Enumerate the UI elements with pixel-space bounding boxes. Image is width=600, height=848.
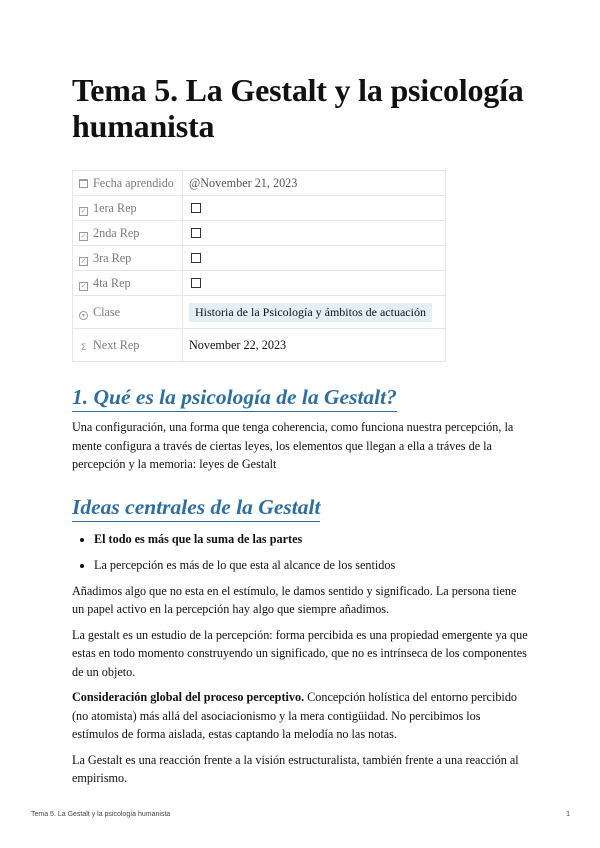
page-number: 1 xyxy=(566,811,570,818)
paragraph: Una configuración, una forma que tenga coherencia, como funciona nuestra percepción, la mente configura a través de ciertas leyes, los elementos que llegan a ella a tráves de la percepción y la memoria: leyes de Gestalt xyxy=(72,420,514,471)
date-value[interactable]: @November 21, 2023 xyxy=(183,171,446,196)
property-label: Clase xyxy=(93,304,121,319)
paragraph: La gestalt es un estudio de la percepción: forma percibida es una propiedad emergente ya que estas en todo momento construyendo un significado, que no es intrínseca de los componentes de un objeto. xyxy=(72,627,528,679)
property-label: Fecha aprendido xyxy=(93,175,174,190)
properties-table xyxy=(72,170,446,362)
calendar-icon xyxy=(79,179,88,188)
class-tag[interactable]: Historia de la Psicología y ámbitos de actuación xyxy=(189,303,432,322)
property-key xyxy=(73,271,183,296)
checkbox-1era-rep[interactable] xyxy=(191,203,201,213)
list-item: • El todo es más que la suma de las partes xyxy=(94,530,528,548)
sigma-icon: Σ xyxy=(80,342,87,353)
select-icon: ▾ xyxy=(79,311,88,320)
property-row-3ra-rep xyxy=(73,246,446,271)
paragraph: Añadimos algo que no esta en el estímulo, le damos sentido y significado. La persona tiene un papel activo en la percepción hay algo que siempre añadimos. xyxy=(72,583,517,616)
checkbox-3ra-rep[interactable] xyxy=(191,253,201,263)
property-label: 3ra Rep xyxy=(93,250,132,265)
checkbox-2nda-rep[interactable] xyxy=(191,228,201,238)
property-row-clase xyxy=(73,296,446,329)
property-key xyxy=(73,221,183,246)
property-key xyxy=(73,329,183,362)
page-title: Tema 5. La Gestalt y la psicología humanista xyxy=(72,72,524,144)
property-label: 4ta Rep xyxy=(93,275,131,290)
property-row-next-rep xyxy=(73,329,446,362)
formula-value: November 22, 2023 xyxy=(183,329,446,362)
property-row-1era-rep xyxy=(73,196,446,221)
page-footer xyxy=(31,811,570,818)
property-key xyxy=(73,171,183,196)
section-heading-gestalt: 1. Qué es la psicología de la Gestalt? xyxy=(72,384,397,412)
checkbox-icon: ✓ xyxy=(80,206,87,215)
bold-lead: Consideración global del proceso perceptivo. xyxy=(72,690,305,704)
checkbox-icon: ✓ xyxy=(80,281,87,290)
property-row-4ta-rep xyxy=(73,271,446,296)
paragraph-rest: Concepción holística del entorno percibido (no atomista) más allá del asociacionismo y la mera contigüidad. No percibimos los estímulos de forma aislada, estas captando la melodía no las notas. xyxy=(72,690,518,741)
property-row-fecha xyxy=(73,171,446,196)
list-item: • La percepción es más de lo que esta al alcance de los sentidos xyxy=(94,556,528,574)
checkbox-4ta-rep[interactable] xyxy=(191,278,201,288)
property-label: 2nda Rep xyxy=(93,225,140,240)
paragraph: La Gestalt es una reacción frente a la visión estructuralista, también frente a una reacción al empirismo. xyxy=(72,752,519,785)
property-label: 1era Rep xyxy=(93,200,137,215)
checkbox-icon: ✓ xyxy=(80,256,87,265)
footer-title: Tema 5. La Gestalt y la psicología humanista xyxy=(31,811,171,818)
section-heading-ideas: Ideas centrales de la Gestalt xyxy=(72,494,320,522)
document-page xyxy=(72,72,528,788)
property-label: Next Rep xyxy=(93,337,140,352)
property-row-2nda-rep xyxy=(73,221,446,246)
property-key xyxy=(73,296,183,329)
bullet-list xyxy=(72,530,528,574)
property-key xyxy=(73,246,183,271)
property-key xyxy=(73,196,183,221)
paragraph xyxy=(72,688,528,744)
checkbox-icon: ✓ xyxy=(80,231,87,240)
